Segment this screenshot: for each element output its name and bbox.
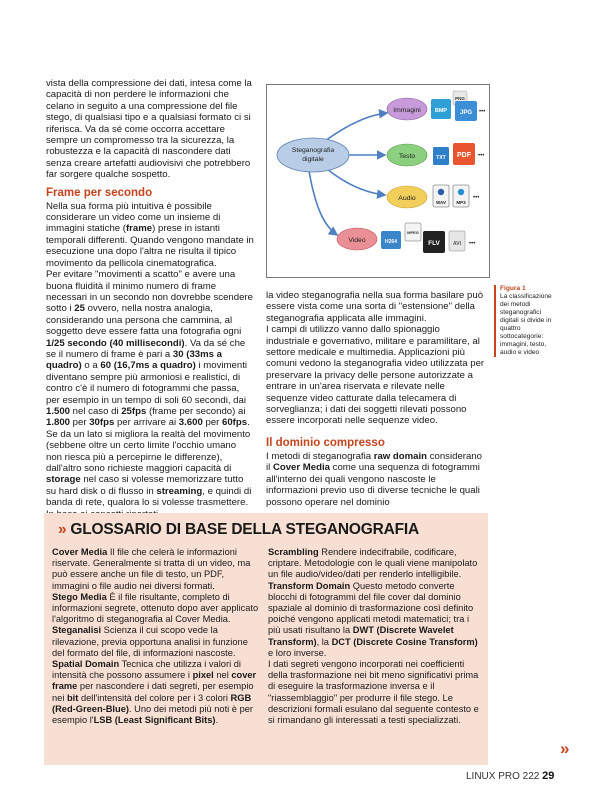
caption-title: Figura 1	[500, 285, 526, 292]
glossary-entry-stego-media: Stego Media È il file risultante, completo di informazioni segrete, ottenuto dopo aver applicato l'algoritmo di steganografia al Cover Media.	[52, 591, 259, 625]
branch-testo	[387, 144, 427, 166]
svg-text:H264: H264	[385, 239, 397, 245]
h264-file-icon	[381, 231, 401, 249]
svg-text:FLV: FLV	[428, 240, 440, 247]
frame-paragraph-2: Per evitare "movimenti a scatto" e avere una buona fluidità il minimo numero di frame necessari in un secondo non dovrebbe scendere sotto i 25 ovvero, nella nostra analogia, considerando una persona che cammina, al soggetto deve essere fatta una fotografia ogni 1/25 secondo (40 millisecondi). Va da sé che se il numero di frame è pari a 30 (33ms a quadro) o a 60 (16,7ms a quadro) i movimenti diventano sempre più armoniosi e realistici, di contro c'è il numero di fotogrammi che passa, per esempio in un tempo di soli 60 secondi, dai 1.500 nel caso di 25fps (frame per secondo) ai 1.800 per 30fps per arrivare ai 3.600 per 60fps. Se da un lato si migliora la realtà del movimento (sebbene oltre un certo limite l'occhio umano non riesca più a percepirne le differenze), dall'altro sono richieste maggiori capacità di storage nel caso si volesse memorizzare tutto su hard disk o di flusso in streaming, e quindi di banda di rete, qualora lo si volesse trasmettere.	[46, 269, 253, 509]
glossary-right-column	[268, 547, 480, 726]
glossary-entry-spatial-domain: Spatial Domain Tecnica che utilizza i valori di intensità che possono assumere i pixel nel cover frame per nascondere i dati segreti, per esempio nei bit dell'intensità del colore per i 3 colori RGB (Red-Green-Blue). Uno dei metodi più noti è per esempio l'LSB (Least Significant Bits).	[52, 659, 257, 726]
svg-text:BMP: BMP	[434, 108, 448, 114]
more-formats-testo: •••	[478, 153, 485, 159]
more-formats-immagini: •••	[479, 109, 486, 115]
more-formats-audio: •••	[473, 195, 480, 201]
right-column	[266, 290, 486, 508]
chevron-right-icon: »	[58, 521, 67, 538]
caption-text: La classificazione dei metodi steganografici digitali si divide in quattro sottocategorie: immagini, testo, audio e video	[500, 293, 552, 356]
figure-caption	[494, 285, 560, 357]
svg-text:WAV: WAV	[436, 200, 446, 205]
right-paragraph-2: I campi di utilizzo vanno dallo spionaggio industriale e governativo, militare e paramilitare, al settore medicale e multimedia. Applicazioni più comuni vedono la steganografia video utilizzata per preservare la privacy delle persone autorizzate a entrare in un'area riservata e rilevate nelle sequenze video catturate dalla telecamera di sorveglianza; i dati dei soggetti rilevati possono essere incorporati nelle sequenze video.	[266, 324, 485, 427]
next-page-arrow-icon: »	[560, 739, 570, 758]
glossary-transform-paragraph-2: I dati segreti vengono incorporati nei coefficienti della trasformazione nei bit meno significativi prima di eseguire la trasformazione inversa e il "riassemblaggio" per produrre il file stego. Le descrizioni formali esulano dal seguente contesto e si rimandano gli interessati a testi specializzati.	[268, 659, 479, 726]
svg-text:JPG: JPG	[459, 110, 473, 116]
glossary-entry-scrambling: Scrambling Rendere indecifrabile, codificare, criptare. Metodologie con le quali viene manipolato un file audio/video/dati per renderlo intelligibile.	[268, 547, 478, 580]
wav-file-icon	[433, 185, 449, 207]
branch-audio	[387, 186, 427, 208]
branch-immagini	[387, 98, 427, 120]
glossary-entry-transform-domain: Transform Domain Questo metodo converte blocchi di fotogrammi del file cover dal dominio spaziale al dominio di trasformazione così definito poiché vengono applicati metodi matematici; tra i più usati risultano la DWT (Discrete Wavelet Transform), la DCT (Discrete Cosine Transform) e loro inverse.	[268, 580, 478, 658]
heading-dominio-compresso: Il dominio compresso	[266, 436, 385, 449]
mp3-file-icon	[453, 185, 469, 207]
pdf-file-icon	[453, 143, 475, 165]
right-paragraph-3: I metodi di steganografia raw domain considerano il Cover Media come una sequenza di fotogrammi all'interno dei quali vengono nascoste le informazioni previo uso di diverse tecniche le quali possono operare nel dominio	[266, 450, 482, 508]
page-footer	[466, 770, 554, 782]
glossary-left-column	[52, 547, 260, 726]
magazine-name: LINUX PRO 222	[466, 771, 540, 782]
center-label-line-2: digitale	[302, 156, 324, 163]
branch-label-immagini: Immagini	[393, 107, 421, 114]
glossary-entry-cover-media: Cover Media Il file che celerà le informazioni riservate. Generalmente si tratta di un video, ma può essere anche un file di testo, un PDF, immagini o file audio nei diversi formati.	[52, 547, 251, 591]
right-paragraph-1: la video steganografia nella sua forma basilare può essere vista come una sorta di "estensione" della steganografia applicata alle immagini.	[266, 290, 484, 324]
center-node	[277, 138, 349, 172]
svg-text:AVI: AVI	[453, 241, 461, 247]
diagram-arrows	[309, 113, 387, 235]
branch-label-testo: Testo	[398, 153, 416, 160]
bmp-file-icon	[431, 99, 451, 119]
glossary-title: » GLOSSARIO DI BASE DELLA STEGANOGRAFIA	[58, 521, 419, 538]
glossary-entry-steganalisi: Steganalisi Scienza il cui scopo vede la rilevazione, previa opportuna analisi in funzione del formato del file, di informazioni nascoste.	[52, 625, 248, 658]
more-formats-video: •••	[469, 241, 476, 247]
txt-file-icon	[433, 147, 449, 165]
branch-video	[337, 228, 377, 250]
page-number: 29	[542, 770, 555, 782]
svg-text:MP3: MP3	[456, 200, 466, 205]
flv-file-icon	[423, 231, 445, 253]
heading-frame-per-secondo: Frame per secondo	[46, 186, 153, 199]
branch-label-video: Video	[348, 237, 366, 244]
classification-diagram	[267, 85, 489, 277]
steganography-classification-figure	[266, 84, 490, 278]
intro-paragraph: vista della compressione dei dati, intesa come la capacità di non perdere le informazioni che celano in seguito a una compressione del file stego, di qualsiasi tipo e a qualsiasi formato ci si riferisca. Va da sé come occorra accettare sempre un compromesso tra la sicurezza, la robustezza e la capacità di nascondere dati senza creare artefatti audiovisivi che potrebbero far sorgere qualche sospetto.	[46, 78, 252, 181]
glossary-box	[44, 513, 488, 765]
mpeg-file-icon	[405, 223, 421, 241]
jpg-file-icon	[455, 101, 477, 121]
svg-text:PNG: PNG	[455, 96, 465, 101]
svg-text:TXT: TXT	[436, 155, 446, 161]
center-label-line-1: Steganografia	[291, 147, 335, 154]
frame-paragraph-1: Nella sua forma più intuitiva è possibile considerare un video come un insieme di immagini statiche (frame) prese in istanti temporali differenti. Quando vengono mandate in esecuzione una dopo l'altra ne risulta il tipico movimento da pellicola cinematografica.	[46, 200, 254, 269]
avi-file-icon	[449, 231, 465, 251]
svg-text:MPEG: MPEG	[407, 230, 419, 235]
left-column	[46, 78, 254, 520]
branch-label-audio: Audio	[398, 195, 416, 202]
svg-text:PDF: PDF	[457, 152, 471, 159]
